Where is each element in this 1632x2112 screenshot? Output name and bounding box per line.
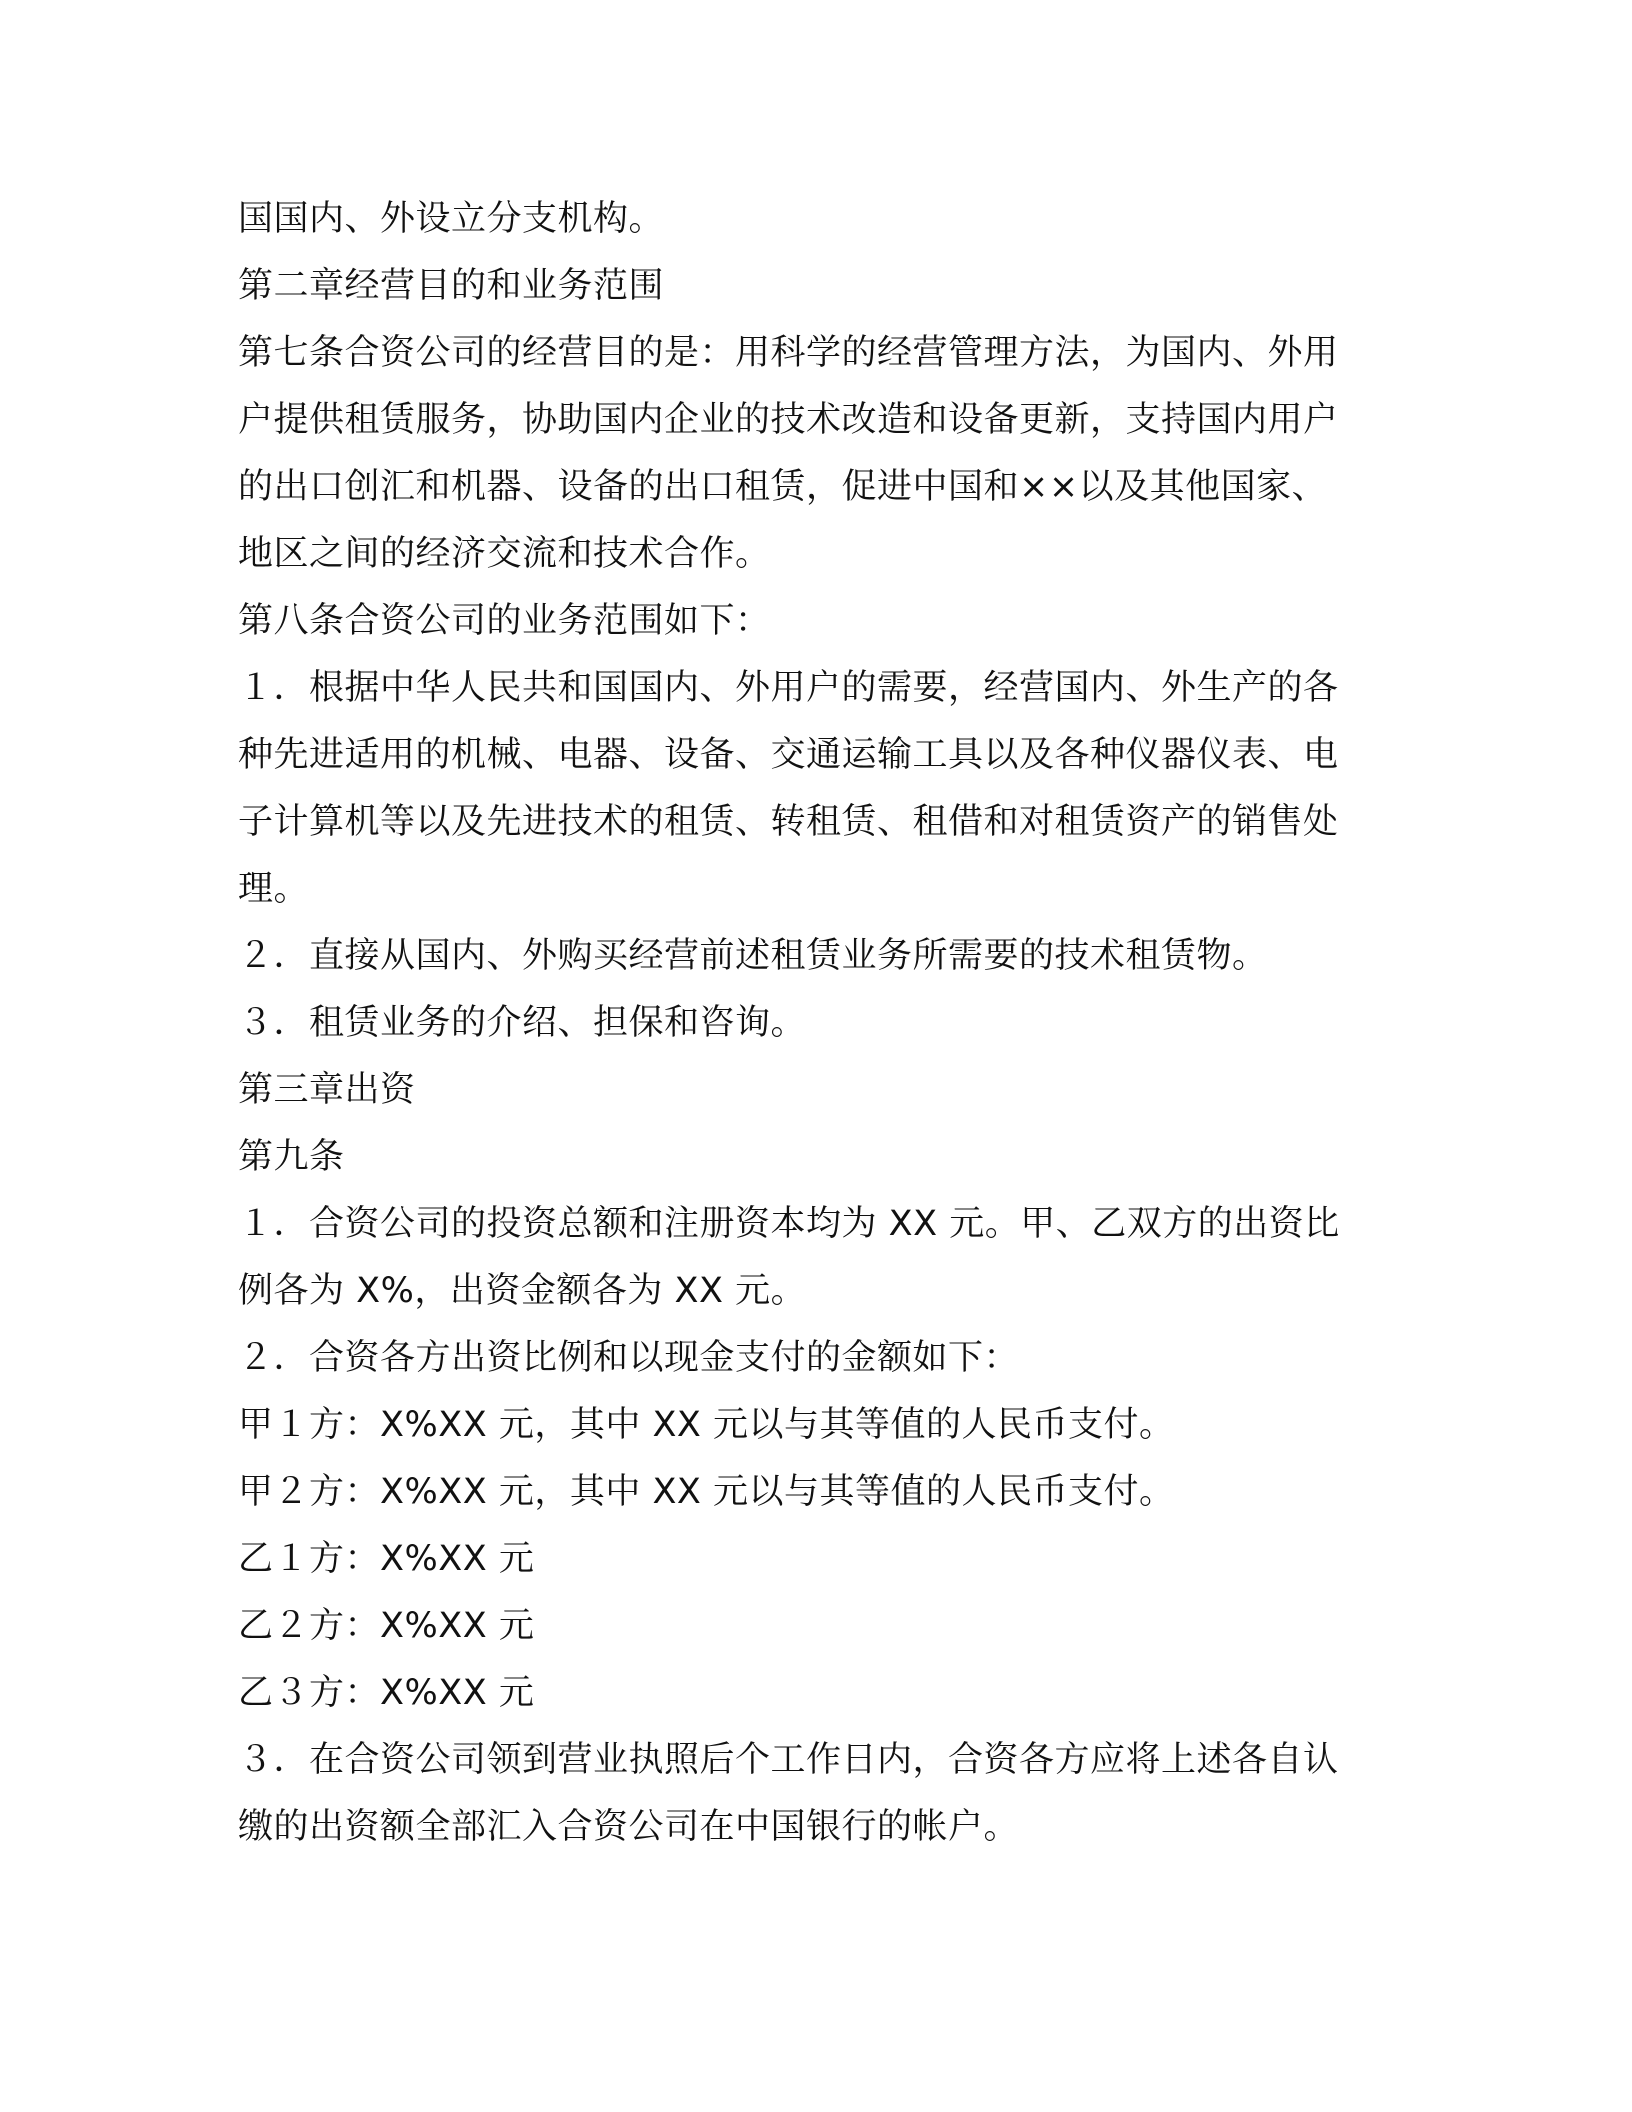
text-line: １．根据中华人民共和国国内、外用户的需要，经营国内、外生产的各 [238,668,1339,708]
text-line: 子计算机等以及先进技术的租赁、转租赁、租借和对租赁资产的销售处 [238,802,1339,842]
text-line: １．合资公司的投资总额和注册资本均为 XX 元。甲、乙双方的出资比 [238,1204,1340,1244]
article-heading: 第九条 [238,1137,345,1177]
text-line: ２．直接从国内、外购买经营前述租赁业务所需要的技术租赁物。 [238,936,1268,976]
text-line: 第七条合资公司的经营目的是：用科学的经营管理方法，为国内、外用 [238,333,1339,373]
text-line: 户提供租赁服务，协助国内企业的技术改造和设备更新，支持国内用户 [238,400,1339,440]
text-line: ３．租赁业务的介绍、担保和咨询。 [238,1003,807,1043]
text-line: 第八条合资公司的业务范围如下： [238,601,771,641]
text-line: 乙３方：X%XX 元 [238,1673,535,1713]
text-line: 例各为 X%，出资金额各为 XX 元。 [238,1271,807,1311]
text-line: 乙２方：X%XX 元 [238,1606,535,1646]
text-line: 理。 [238,869,310,909]
document-body [238,186,1398,1861]
text-line: 的出口创汇和机器、设备的出口租赁，促进中国和××以及其他国家、 [238,467,1328,507]
text-line: ２．合资各方出资比例和以现金支付的金额如下： [238,1338,1020,1378]
text-line: 种先进适用的机械、电器、设备、交通运输工具以及各种仪器仪表、电 [238,735,1339,775]
text-line: 缴的出资额全部汇入合资公司在中国银行的帐户。 [238,1807,1020,1847]
text-line: 乙１方：X%XX 元 [238,1539,535,1579]
text-line: 地区之间的经济交流和技术合作。 [238,534,771,574]
chapter-heading: 第二章经营目的和业务范围 [238,266,665,306]
text-line: 甲１方：X%XX 元，其中 XX 元以与其等值的人民币支付。 [238,1405,1175,1445]
chapter-heading: 第三章出资 [238,1070,416,1110]
text-line: 甲２方：X%XX 元，其中 XX 元以与其等值的人民币支付。 [238,1472,1175,1512]
text-line: 国国内、外设立分支机构。 [238,199,665,239]
text-line: ３．在合资公司领到营业执照后个工作日内，合资各方应将上述各自认 [238,1740,1339,1780]
